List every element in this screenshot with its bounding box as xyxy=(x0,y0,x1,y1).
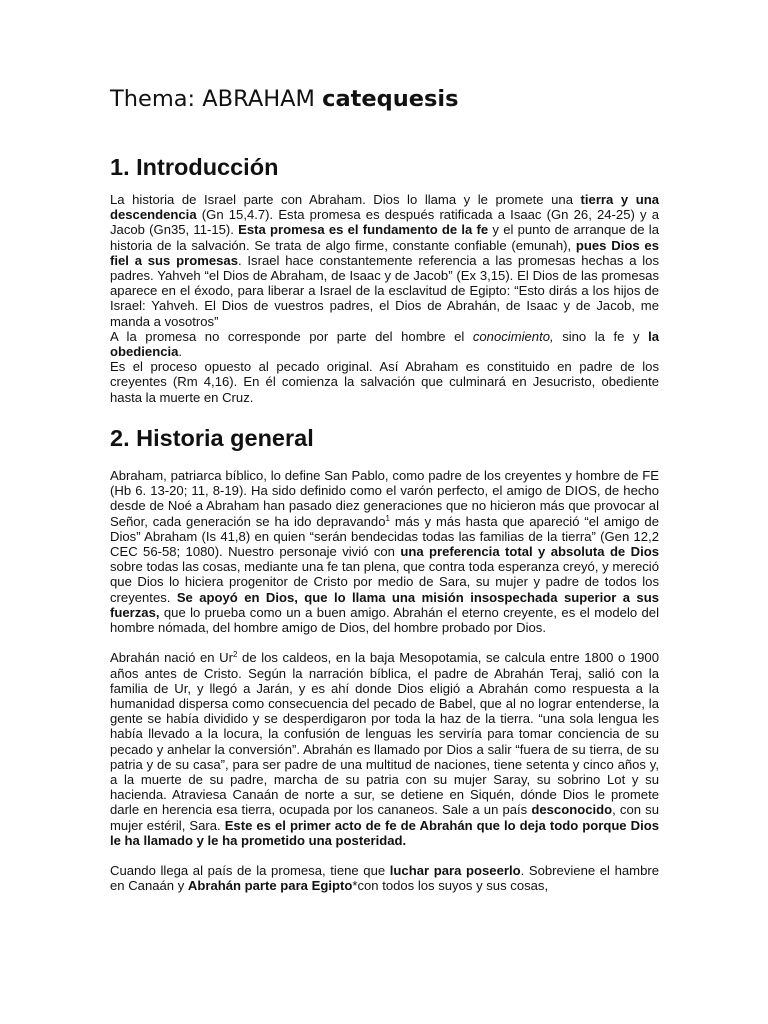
text-run: de los caldeos, en la baja Mesopotamia, se calcula entre 1800 o 1900 años antes de Cristo. Según la narración bíblica, el padre de Abrahán Teraj, salió con la familia de Ur, y llegó a Jarán, y es ahí donde Dios eligió a Abrahán como respuesta a la humanidad dispersa como consecuencia del pecado de Babel, que al no lograr entenderse, la gente se había dividido y se desperdigaron por toda la haz de la tierra. “una sola lengua les había llevado a la locura, la confusión de lenguas les serviría para tomar conciencia de su pecado y anhelar la conversión”. Abrahán es llamado por Dios a salir “fuera de su tierra, de su patria y de su casa”, para ser padre de una multitud de naciones, tiene setenta y cinco años y, a la muerte de su padre, marcha de su patria con su mujer Saray, su sobrino Lot y su hacienda. Atraviesa Canaán de norte a sur, se detiene en Siquén, dónde Dios le promete darle en herencia esa tierra, ocupada por los cananeos. Sale a un país xyxy=(110,650,659,818)
bold-text: Esta promesa es el fundamento de la fe xyxy=(238,222,489,238)
text-run: *con todos los suyos y sus cosas, xyxy=(352,878,549,894)
section-1-body xyxy=(110,192,659,405)
text-run: La historia de Israel parte con Abraham. Dios lo llama y le promete una xyxy=(110,192,581,207)
paragraph xyxy=(110,650,659,848)
text-run: Cuando llega al país de la promesa, tiene que xyxy=(110,863,390,879)
text-run: A la promesa no corresponde por parte del hombre el xyxy=(110,328,473,344)
text-run: Es el proceso opuesto al pecado original. Así Abraham es constituido en padre de los creyentes (Rm 4,16). En él comienza la salvación que culminará en Jesucristo, obediente hasta la muerte en Cruz. xyxy=(110,359,659,405)
paragraph xyxy=(110,329,659,359)
bold-text: la obediencia xyxy=(110,328,659,360)
title-bold: catequesis xyxy=(322,86,459,112)
text-run: sino la fe y xyxy=(553,328,649,344)
bold-text: desconocido xyxy=(531,802,613,818)
text-run: . Israel hace constantemente referencia a las promesas hechas a los padres. Yahveh “el Dios de Abraham, de Isaac y de Jacob” (Ex 3,15). El Dios de las promesas aparece en el éxodo, para liberar a Israel de la esclavitud de Egipto: “Esto dirás a los hijos de Israel: Yahveh. El Dios de vuestros padres, el Dios de Abrahán, de Isaac y de Jacob, me manda a vosotros” xyxy=(110,252,660,329)
text-run: sobre todas las cosas, mediante una fe tan plena, que contra toda esperanza creyó, y mereció que Dios lo hiciera progenitor de Cristo por medio de Sara, su mujer y padre de todos los creyentes. xyxy=(110,559,659,605)
paragraph xyxy=(110,863,659,893)
bold-text: una preferencia total y absoluta de Dios xyxy=(400,544,659,560)
paragraph xyxy=(110,192,659,329)
text-run: . xyxy=(178,344,183,360)
bold-text: Este es el primer acto de fe de Abrahán que lo deja todo porque Dios le ha llamado y le ha prometido una posteridad. xyxy=(110,817,659,848)
paragraph xyxy=(110,468,659,635)
text-run: (Gn 15,4.7). Esta promesa es después ratificada a Isaac (Gn 26, 24-25) y a Jacob (Gn35, 11-15). xyxy=(110,207,659,238)
paragraph xyxy=(110,359,659,405)
footnote-marker: 1 xyxy=(385,513,390,523)
text-run: Abrahán nació en Ur xyxy=(110,650,233,666)
bold-text: Abrahán parte para Egipto xyxy=(187,878,353,894)
section-2-heading: 2. Historia general xyxy=(110,425,314,451)
text-run: . Sobreviene el hambre en Canaán y xyxy=(110,863,659,894)
text-run: más y más hasta que apareció “el amigo de Dios” Abraham (Is 41,8) en quien “serán bendecidas todas las familias de la tierra” (Gen 12,2 CEC 56-58; 1080). Nuestro personaje vivió con xyxy=(110,513,659,560)
section-2-body xyxy=(110,468,659,894)
text-run: , con su mujer estéril, Sara. xyxy=(110,802,659,833)
bold-text: Se apoyó en Dios, que lo llama una misión insospechada superior a sus fuerzas, xyxy=(110,589,659,620)
title-prefix: Thema: ABRAHAM xyxy=(110,86,323,112)
text-run: Abraham, patriarca bíblico, lo define San Pablo, como padre de los creyentes y hombre de FE (Hb 6. 13-20; 11, 8-19). Ha sido definido como el varón perfecto, el amigo de DIOS, de hecho desde de Noé a Abraham han pasado diez generaciones que no hicieron más que provocar al Señor, cada generación se ha ido depravando xyxy=(110,468,659,529)
bold-text: luchar para poseerlo xyxy=(389,863,521,879)
text-run: que lo prueba como un a buen amigo. Abrahán el eterno creyente, es el modelo del hombre nómada, del hombre amigo de Dios, del hombre probado por Dios. xyxy=(110,604,659,636)
italic-text: conocimiento, xyxy=(472,328,554,344)
bold-text: tierra y una descendencia xyxy=(110,192,659,223)
text-run: y el punto de arranque de la historia de la salvación. Se trata de algo firme, constante confiable (emunah), xyxy=(110,222,659,253)
bold-text: pues Dios es fiel a sus promesas xyxy=(110,237,660,268)
footnote-marker: 2 xyxy=(232,650,238,660)
document-title xyxy=(110,86,459,112)
section-1-heading: 1. Introducción xyxy=(110,154,279,180)
